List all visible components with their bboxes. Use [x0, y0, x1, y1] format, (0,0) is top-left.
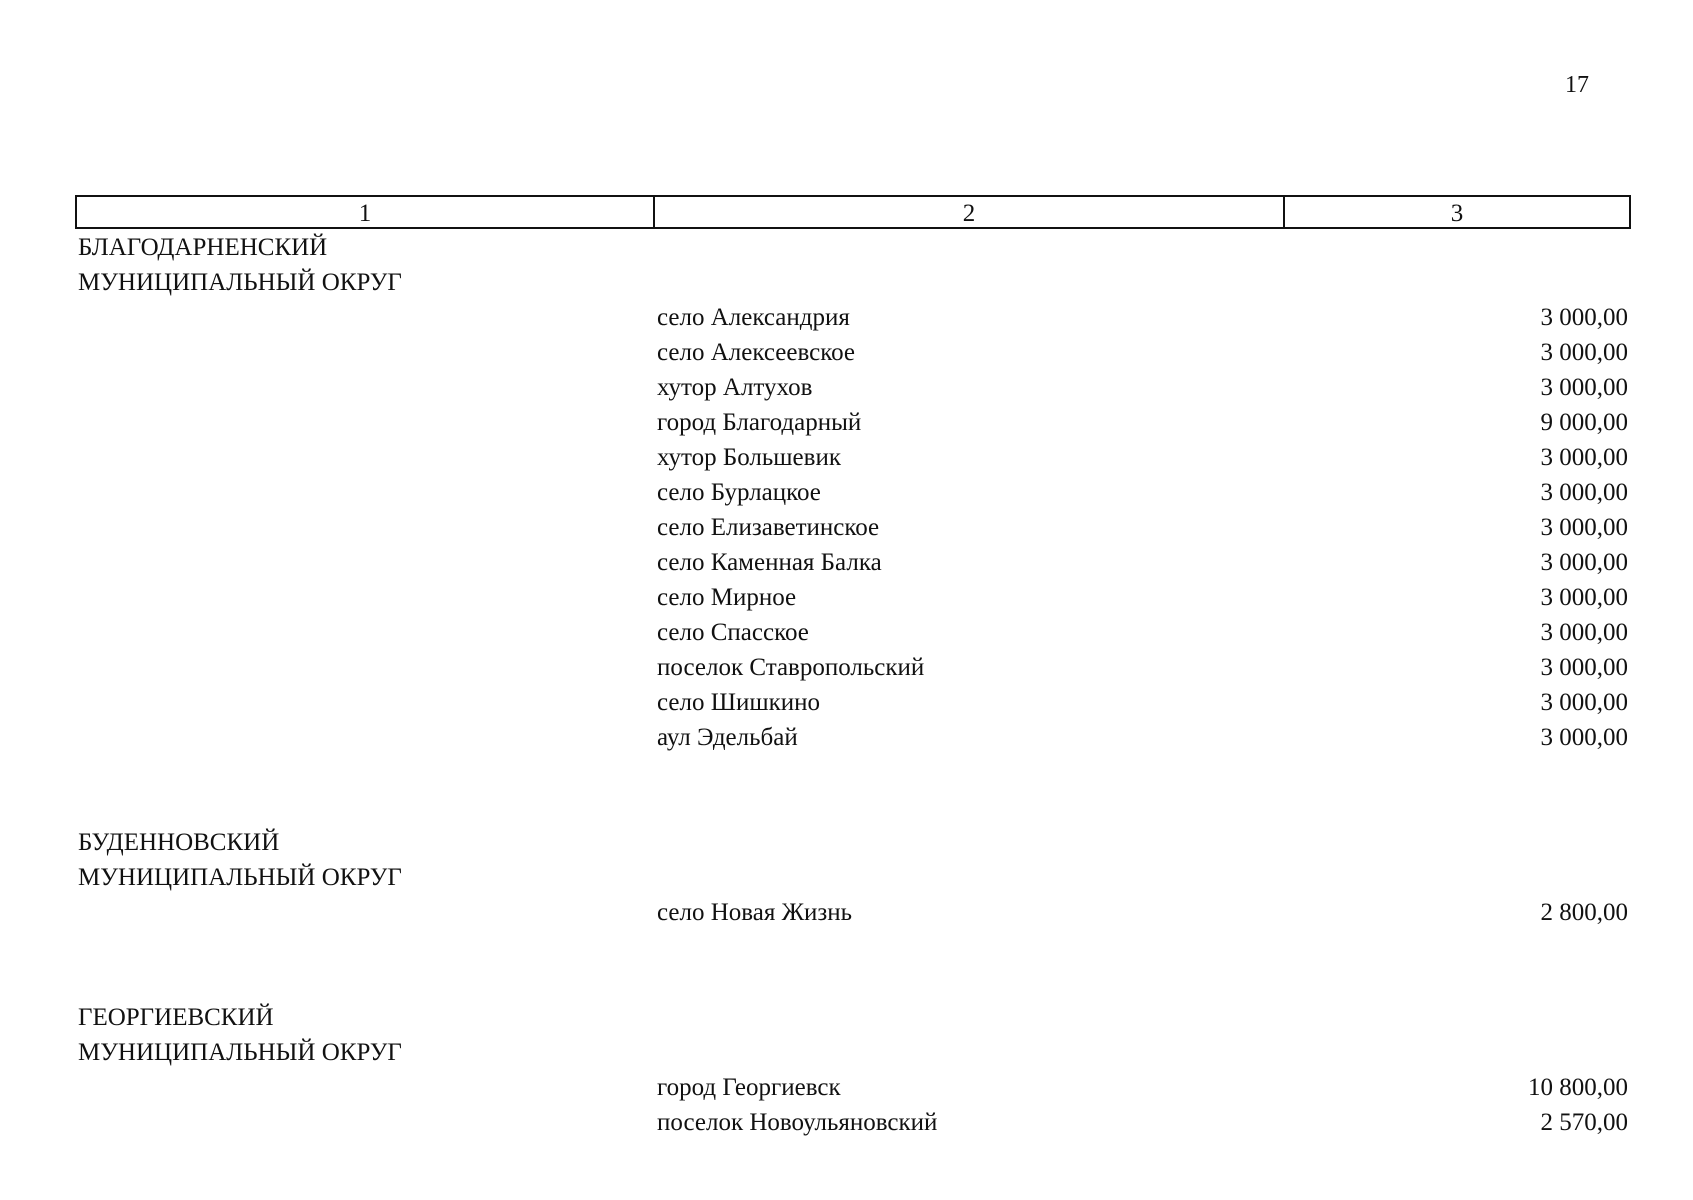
column-header-3: 3 [1450, 200, 1464, 227]
settlement-name: город Благодарный [657, 409, 862, 436]
table-row [78, 370, 1630, 405]
table-body [78, 230, 1630, 1140]
district-block [78, 230, 1630, 755]
settlement-name: поселок Новоульяновский [657, 1109, 938, 1136]
page-number: 17 [1565, 72, 1589, 98]
settlement-name: город Георгиевск [657, 1074, 841, 1101]
table-row [78, 440, 1630, 475]
table-row [78, 405, 1630, 440]
settlement-amount: 3 000,00 [1540, 479, 1628, 506]
settlement-amount: 10 800,00 [1528, 1074, 1628, 1101]
district-name: БУДЕННОВСКИЙ МУНИЦИПАЛЬНЫЙ ОКРУГ [78, 829, 402, 891]
table-row [78, 475, 1630, 510]
settlement-name: село Мирное [657, 584, 797, 611]
column-header-row [75, 195, 1631, 229]
district-name: ГЕОРГИЕВСКИЙ МУНИЦИПАЛЬНЫЙ ОКРУГ [78, 1004, 402, 1066]
settlement-name: село Александрия [657, 304, 850, 331]
table-row [78, 580, 1630, 615]
settlement-amount: 3 000,00 [1540, 619, 1628, 646]
settlement-name: село Алексеевское [657, 339, 855, 366]
settlement-name: село Бурлацкое [657, 479, 821, 506]
settlement-amount: 3 000,00 [1540, 339, 1628, 366]
settlement-name: село Каменная Балка [657, 549, 882, 576]
settlement-amount: 3 000,00 [1540, 724, 1628, 751]
table-row [78, 1070, 1630, 1105]
table-row [78, 300, 1630, 335]
settlement-name: село Новая Жизнь [657, 899, 853, 926]
settlement-name: хутор Большевик [657, 444, 841, 471]
district-block [78, 1000, 1630, 1140]
settlement-amount: 3 000,00 [1540, 444, 1628, 471]
settlement-amount: 3 000,00 [1540, 584, 1628, 611]
settlement-amount: 9 000,00 [1540, 409, 1628, 436]
district-spacer [78, 755, 1630, 825]
column-header-2: 2 [655, 197, 1285, 227]
table-row [78, 510, 1630, 545]
settlement-amount: 3 000,00 [1540, 689, 1628, 716]
settlement-name: аул Эдельбай [657, 724, 798, 751]
table-row [78, 545, 1630, 580]
table-row [78, 615, 1630, 650]
table-row [78, 650, 1630, 685]
table-row [78, 895, 1630, 930]
settlement-amount: 3 000,00 [1540, 549, 1628, 576]
district-spacer [78, 930, 1630, 1000]
settlement-name: хутор Алтухов [657, 374, 813, 401]
settlement-name: село Спасское [657, 619, 809, 646]
settlement-name: село Шишкино [657, 689, 820, 716]
settlement-amount: 2 570,00 [1540, 1109, 1628, 1136]
settlement-amount: 3 000,00 [1540, 514, 1628, 541]
table-row [78, 720, 1630, 755]
settlement-name: село Елизаветинское [657, 514, 880, 541]
settlement-amount: 3 000,00 [1540, 374, 1628, 401]
column-header-1: 1 [77, 197, 655, 227]
district-name: БЛАГОДАРНЕНСКИЙ МУНИЦИПАЛЬНЫЙ ОКРУГ [78, 234, 402, 296]
district-block [78, 825, 1630, 930]
settlement-amount: 3 000,00 [1540, 654, 1628, 681]
table-row [78, 1105, 1630, 1140]
settlement-name: поселок Ставропольский [657, 654, 925, 681]
settlement-amount: 2 800,00 [1540, 899, 1628, 926]
table-row [78, 685, 1630, 720]
table-row [78, 335, 1630, 370]
settlement-amount: 3 000,00 [1540, 304, 1628, 331]
